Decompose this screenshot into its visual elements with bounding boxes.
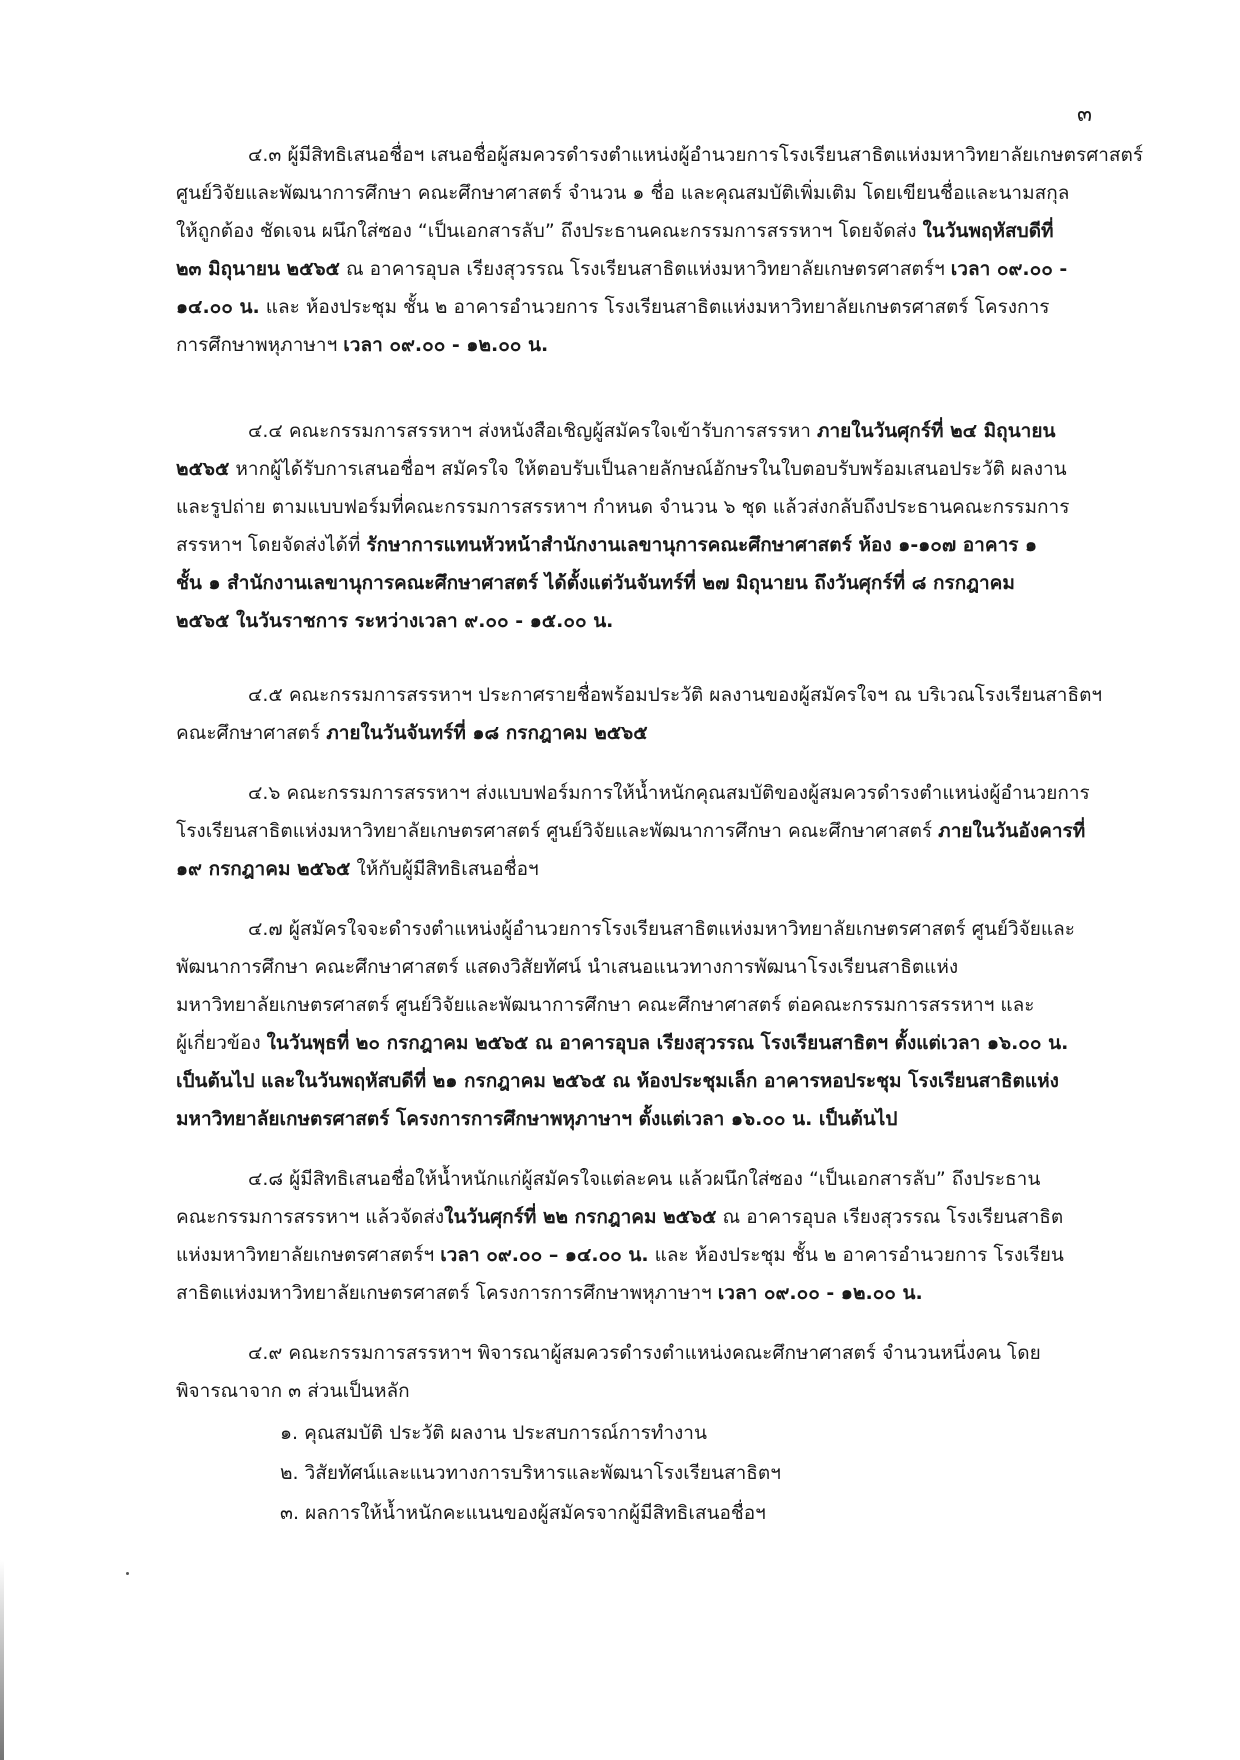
section-4-6	[176, 774, 1098, 888]
bold-run: ภายในวันศุกร์ที่ ๒๔ มิถุนายน	[816, 420, 1056, 442]
text-line	[176, 412, 1098, 450]
scan-edge-shadow	[0, 1560, 4, 1760]
text-line	[176, 1198, 1098, 1236]
text-run: ให้ถูกต้อง ชัดเจน ผนึกใส่ซอง “เป็นเอกสารลับ” ถึงประธานคณะกรรมการสรรหาฯ โดยจัดส่ง	[176, 220, 923, 242]
text-line: และรูปถ่าย ตามแบบฟอร์มที่คณะกรรมการสรรหาฯ กำหนด จำนวน ๖ ชุด แล้วส่งกลับถึงประธานคณะกรรมการ	[176, 496, 1070, 518]
text-run: คณะกรรมการสรรหาฯ แล้วจัดส่ง	[176, 1206, 445, 1228]
section-4-3	[176, 136, 1144, 364]
bold-run: ๑๙ กรกฎาคม ๒๕๖๕	[176, 858, 351, 880]
section-4-5	[176, 676, 1103, 752]
page-number: ๓	[1076, 102, 1092, 127]
text-line: ชั้น ๑ สำนักงานเลขานุการคณะศึกษาศาสตร์ ได้ตั้งแต่วันจันทร์ที่ ๒๗ มิถุนายน ถึงวันศุกร์ที่ ๘ กรกฎาคม	[176, 572, 1015, 594]
text-run: โรงเรียนสาธิตแห่งมหาวิทยาลัยเกษตรศาสตร์ ศูนย์วิจัยและพัฒนาการศึกษา คณะศึกษาศาสตร์	[176, 820, 939, 842]
text-run: และ ห้องประชุม ชั้น ๒ อาคารอำนวยการ โรงเรียนสาธิตแห่งมหาวิทยาลัยเกษตรศาสตร์ โครงการ	[259, 296, 1050, 318]
text-line	[176, 250, 1098, 288]
text-run: และ ห้องประชุม ชั้น ๒ อาคารอำนวยการ โรงเรียน	[648, 1244, 1064, 1266]
text-line: มหาวิทยาลัยเกษตรศาสตร์ โครงการการศึกษาพหุภาษาฯ ตั้งแต่เวลา ๑๖.๐๐ น. เป็นต้นไป	[176, 1108, 898, 1130]
bold-run: เวลา ๐๙.๐๐ -	[950, 258, 1068, 280]
text-run: ๔.๔ คณะกรรมการสรรหาฯ ส่งหนังสือเชิญผู้สมัครใจเข้ารับการสรรหา	[248, 420, 817, 442]
bold-run: ๑๔.๐๐ น.	[176, 296, 260, 318]
section-4-7	[176, 910, 1098, 1138]
section-4-9	[176, 1334, 1098, 1410]
paragraph	[176, 1160, 1098, 1312]
text-run: ให้กับผู้มีสิทธิเสนอชื่อฯ	[350, 858, 539, 880]
text-line: ๒๕๖๕ ในวันราชการ ระหว่างเวลา ๙.๐๐ - ๑๕.๐๐ น.	[176, 610, 614, 632]
scan-speck	[126, 1572, 129, 1575]
bold-run: เวลา ๐๙.๐๐ - ๑๒.๐๐ น.	[343, 334, 549, 356]
text-line	[176, 326, 1098, 364]
bold-run: เวลา ๐๙.๐๐ – ๑๔.๐๐ น.	[440, 1244, 649, 1266]
text-line	[176, 212, 1098, 250]
bold-run: เวลา ๐๙.๐๐ - ๑๒.๐๐ น.	[717, 1282, 923, 1304]
paragraph	[176, 136, 1144, 364]
bold-run: ๒๓ มิถุนายน ๒๕๖๕	[176, 258, 340, 280]
text-line	[176, 1236, 1098, 1274]
text-run: ณ อาคารอุบล เรียงสุวรรณ โรงเรียนสาธิต	[716, 1206, 1064, 1228]
text-line: ๔.๖ คณะกรรมการสรรหาฯ ส่งแบบฟอร์มการให้น้ำหนักคุณสมบัติของผู้สมควรดำรงตำแหน่งผู้อำนวยการ	[248, 782, 1090, 804]
text-line: มหาวิทยาลัยเกษตรศาสตร์ ศูนย์วิจัยและพัฒนาการศึกษา คณะศึกษาศาสตร์ ต่อคณะกรรมการสรรหาฯ และ	[176, 994, 1035, 1016]
text-line: ๔.๓ ผู้มีสิทธิเสนอชื่อฯ เสนอชื่อผู้สมควรดำรงตำแหน่งผู้อำนวยการโรงเรียนสาธิตแห่งมหาวิทยาลัยเกษตรศาสตร์	[248, 144, 1144, 166]
bold-run: ภายในวันอังคารที่	[938, 820, 1086, 842]
text-line	[176, 812, 1098, 850]
section-4-8	[176, 1160, 1098, 1312]
text-line: พัฒนาการศึกษา คณะศึกษาศาสตร์ แสดงวิสัยทัศน์ นำเสนอแนวทางการพัฒนาโรงเรียนสาธิตแห่ง	[176, 956, 959, 978]
paragraph	[176, 676, 1103, 752]
paragraph	[176, 412, 1098, 640]
text-line	[176, 850, 1098, 888]
text-run: สาธิตแห่งมหาวิทยาลัยเกษตรศาสตร์ โครงการการศึกษาพหุภาษาฯ	[176, 1282, 718, 1304]
text-run: คณะศึกษาศาสตร์	[176, 722, 327, 744]
text-line	[176, 288, 1098, 326]
paragraph	[176, 910, 1098, 1138]
text-line	[176, 526, 1098, 564]
paragraph	[176, 1334, 1098, 1410]
text-line	[176, 450, 1098, 488]
paragraph	[176, 774, 1098, 888]
text-run: ผู้เกี่ยวข้อง	[176, 1032, 267, 1054]
list-item: ๑. คุณสมบัติ ประวัติ ผลงาน ประสบการณ์การทำงาน	[280, 1422, 707, 1444]
list-item: ๒. วิสัยทัศน์และแนวทางการบริหารและพัฒนาโรงเรียนสาธิตฯ	[280, 1462, 781, 1484]
bold-run: รักษาการแทนหัวหน้าสำนักงานเลขานุการคณะศึกษาศาสตร์ ห้อง ๑-๑๐๗ อาคาร ๑	[366, 534, 1038, 556]
text-line: ๔.๕ คณะกรรมการสรรหาฯ ประกาศรายชื่อพร้อมประวัติ ผลงานของผู้สมัครใจฯ ณ บริเวณโรงเรียนสาธิตฯ	[248, 684, 1103, 706]
text-line: ๔.๙ คณะกรรมการสรรหาฯ พิจารณาผู้สมควรดำรงตำแหน่งคณะศึกษาศาสตร์ จำนวนหนึ่งคน โดย	[248, 1342, 1041, 1364]
text-line	[176, 1024, 1098, 1062]
text-run: ณ อาคารอุบล เรียงสุวรรณ โรงเรียนสาธิตแห่งมหาวิทยาลัยเกษตรศาสตร์ฯ	[339, 258, 951, 280]
text-run: การศึกษาพหุภาษาฯ	[176, 334, 344, 356]
list-item: ๓. ผลการให้น้ำหนักคะแนนของผู้สมัครจากผู้มีสิทธิเสนอชื่อฯ	[280, 1502, 766, 1524]
text-line	[176, 1274, 1098, 1312]
bold-run: ภายในวันจันทร์ที่ ๑๘ กรกฎาคม ๒๕๖๕	[326, 722, 648, 744]
bold-run: ในวันศุกร์ที่ ๒๒ กรกฎาคม ๒๕๖๕	[444, 1206, 717, 1228]
text-line	[176, 714, 1098, 752]
text-line: ๔.๗ ผู้สมัครใจจะดำรงตำแหน่งผู้อำนวยการโรงเรียนสาธิตแห่งมหาวิทยาลัยเกษตรศาสตร์ ศูนย์วิจัยและ	[248, 918, 1076, 940]
text-line: พิจารณาจาก ๓ ส่วนเป็นหลัก	[176, 1380, 410, 1402]
bold-run: ในวันพฤหัสบดีที่	[922, 220, 1054, 242]
text-line: ศูนย์วิจัยและพัฒนาการศึกษา คณะศึกษาศาสตร์ จำนวน ๑ ชื่อ และคุณสมบัติเพิ่มเติม โดยเขียนชื่อและนามสกุล	[176, 182, 1070, 204]
section-4-4	[176, 412, 1098, 640]
text-run: แห่งมหาวิทยาลัยเกษตรศาสตร์ฯ	[176, 1244, 441, 1266]
text-run: หากผู้ได้รับการเสนอชื่อฯ สมัครใจ ให้ตอบรับเป็นลายลักษณ์อักษรในใบตอบรับพร้อมเสนอประวัติ ผลงาน	[229, 458, 1067, 480]
text-run: สรรหาฯ โดยจัดส่งได้ที่	[176, 534, 367, 556]
text-line: เป็นต้นไป และในวันพฤหัสบดีที่ ๒๑ กรกฎาคม ๒๕๖๕ ณ ห้องประชุมเล็ก อาคารหอประชุม โรงเรียนสาธิตแห่ง	[176, 1070, 1059, 1092]
bold-run: ในวันพุธที่ ๒๐ กรกฎาคม ๒๕๖๕ ณ อาคารอุบล เรียงสุวรรณ โรงเรียนสาธิตฯ ตั้งแต่เวลา ๑๖.๐๐ น.	[266, 1032, 1069, 1054]
text-line: ๔.๘ ผู้มีสิทธิเสนอชื่อให้น้ำหนักแก่ผู้สมัครใจแต่ละคน แล้วผนึกใส่ซอง “เป็นเอกสารลับ” ถึงประธาน	[248, 1168, 1041, 1190]
bold-run: ๒๕๖๕	[176, 458, 230, 480]
